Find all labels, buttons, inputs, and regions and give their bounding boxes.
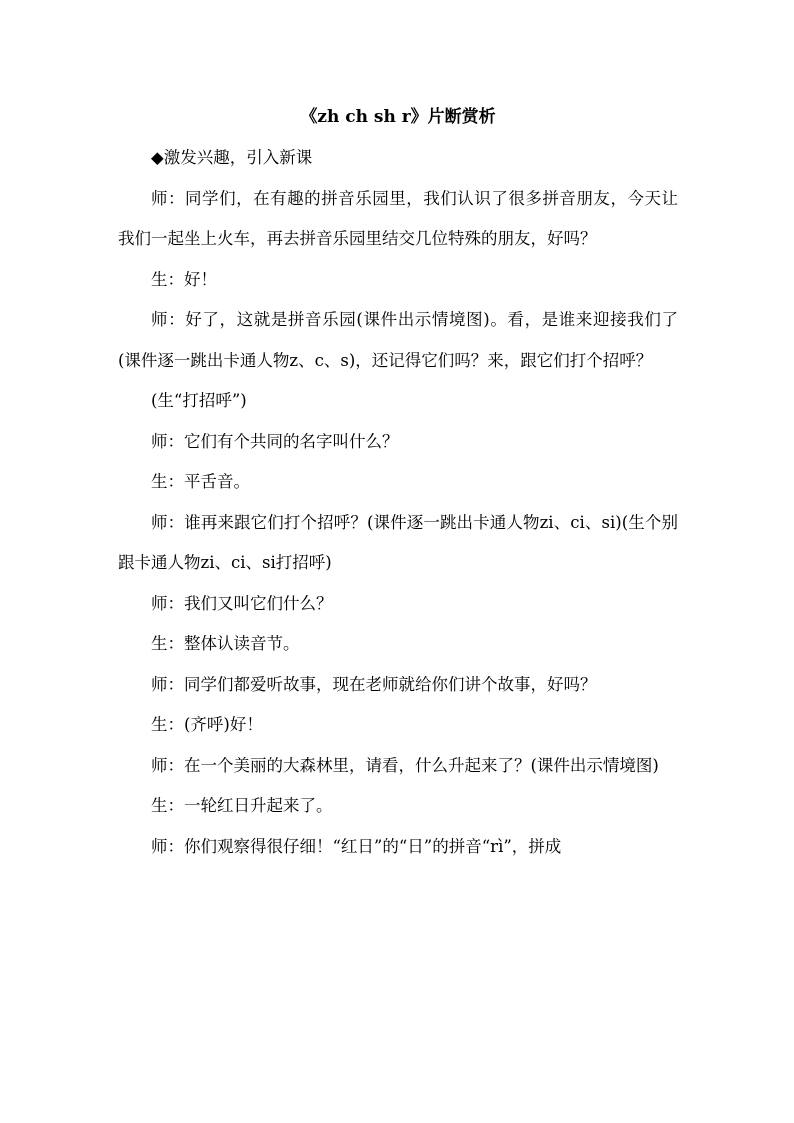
paragraph-9: 生：整体认读音节。 bbox=[151, 634, 300, 653]
paragraph-7: 师：谁再来跟它们打个招呼？(课件逐一跳出卡通人物zi、ci、si)(生个别跟卡通人物zi、ci、si打招呼) bbox=[118, 512, 678, 572]
paragraph-3: 师：好了，这就是拼音乐园(课件出示情境图)。看，是谁来迎接我们了(课件逐一跳出卡通人物z、c、s)，还记得它们吗？来，跟它们打个招呼？ bbox=[118, 310, 678, 370]
paragraph-4: (生“打招呼”) bbox=[151, 391, 247, 410]
document-page bbox=[118, 96, 678, 867]
paragraph-5: 师：它们有个共同的名字叫什么？ bbox=[151, 431, 399, 451]
paragraph-12: 师：在一个美丽的大森林里，请看，什么升起来了？(课件出示情境图) bbox=[151, 755, 659, 775]
document-title: 《zh ch sh r》片断赏析 bbox=[300, 107, 496, 127]
paragraph-1: 师：同学们，在有趣的拼音乐园里，我们认识了很多拼音朋友，今天让我们一起坐上火车，再去拼音乐园里结交几位特殊的朋友，好吗？ bbox=[118, 188, 678, 248]
paragraph-6: 生：平舌音。 bbox=[151, 472, 250, 491]
paragraph-13: 生：一轮红日升起来了。 bbox=[151, 796, 333, 815]
paragraph-2: 生：好！ bbox=[151, 269, 217, 289]
paragraph-11: 生：(齐呼)好！ bbox=[151, 715, 263, 734]
paragraph-8: 师：我们又叫它们什么？ bbox=[151, 593, 333, 613]
paragraph-14: 师：你们观察得很仔细！“红日”的“日”的拼音“rì”，拼成 bbox=[151, 836, 562, 856]
section-heading: ◆激发兴趣，引入新课 bbox=[151, 148, 313, 167]
paragraph-10: 师：同学们都爱听故事，现在老师就给你们讲个故事，好吗？ bbox=[151, 674, 597, 694]
